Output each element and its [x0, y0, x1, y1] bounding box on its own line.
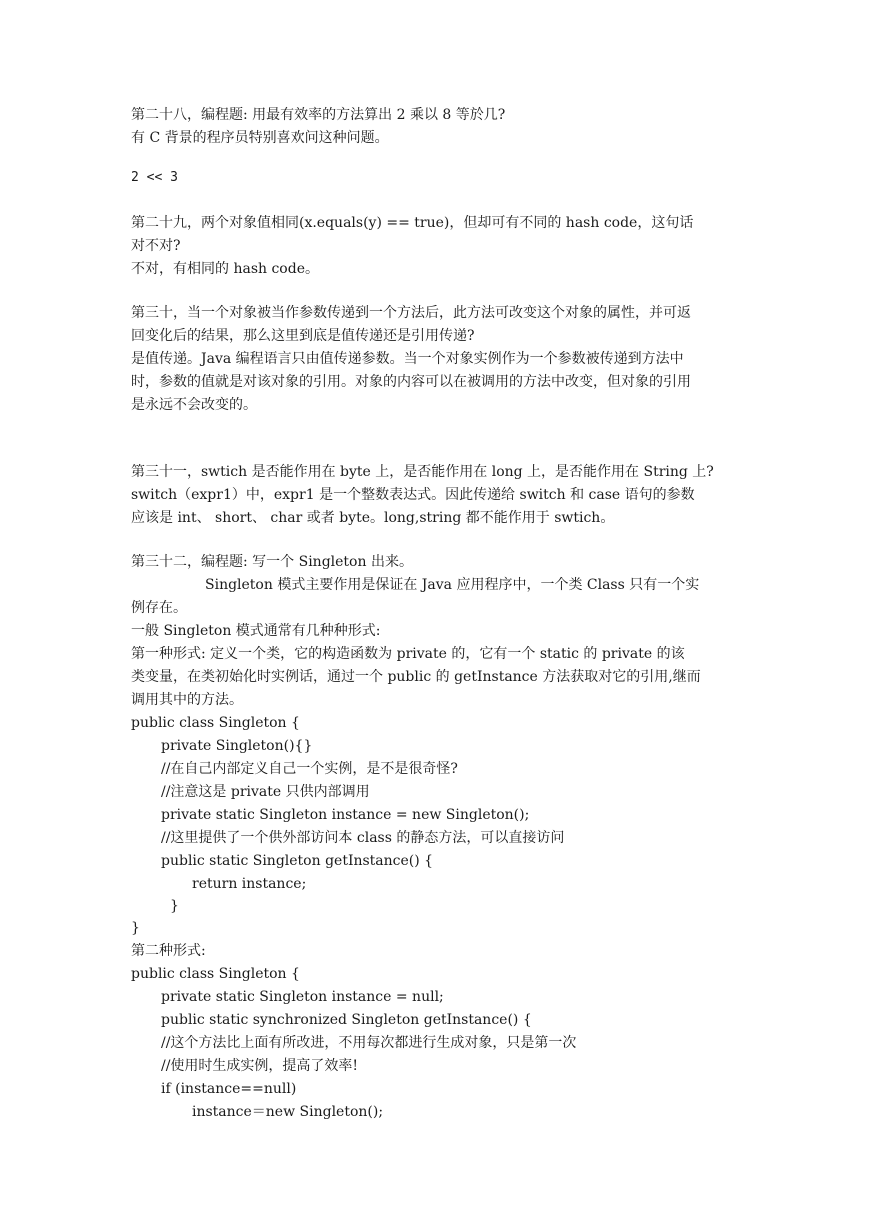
q28-title: 第二十八，编程题: 用最有效率的方法算出 2 乘以 8 等於几? [131, 107, 506, 123]
q32-title: 第三十二，编程题: 写一个 Singleton 出来。 [131, 554, 413, 570]
code1-line: public static Singleton getInstance() { [161, 853, 434, 869]
code1-line: //这里提供了一个供外部访问本 class 的静态方法，可以直接访问 [161, 830, 565, 846]
q30-title-line1: 第三十，当一个对象被当作参数传递到一个方法后，此方法可改变这个对象的属性，并可返 [131, 305, 691, 321]
code2-line: public static synchronized Singleton getInstance() { [161, 1012, 532, 1028]
code2-line: //这个方法比上面有所改进，不用每次都进行生成对象，只是第一次 [161, 1035, 577, 1051]
code2-line: private static Singleton instance = null; [161, 989, 444, 1005]
q28-note: 有 C 背景的程序员特别喜欢问这种问题。 [131, 130, 389, 146]
code1-line: public class Singleton { [131, 715, 300, 731]
code2-line: //使用时生成实例，提高了效率! [161, 1058, 359, 1074]
q32-form1-line1: 第一种形式: 定义一个类，它的构造函数为 private 的，它有一个 static 的 private 的该 [131, 646, 685, 662]
q31-title: 第三十一，swtich 是否能作用在 byte 上，是否能作用在 long 上，是否能作用在 String 上? [131, 464, 714, 480]
code1-line: private static Singleton instance = new Singleton(); [161, 807, 530, 823]
q32-forms-note: 一般 Singleton 模式通常有几种种形式: [131, 623, 381, 639]
q31-answer-line2: 应该是 int、 short、 char 或者 byte。long,string 都不能作用于 swtich。 [131, 510, 615, 526]
q29-answer: 不对，有相同的 hash code。 [131, 261, 319, 277]
q30-answer-line3: 是永远不会改变的。 [131, 397, 257, 413]
code1-line: private Singleton(){} [161, 738, 313, 754]
code2-line: instance＝new Singleton(); [192, 1104, 384, 1120]
q30-title-line2: 回变化后的结果，那么这里到底是值传递还是引用传递? [131, 328, 475, 344]
code2-line: if (instance==null) [161, 1081, 297, 1097]
q32-form2-title: 第二种形式: [131, 943, 206, 959]
q32-form1-line3: 调用其中的方法。 [131, 692, 243, 708]
q30-answer-line2: 时，参数的值就是对该对象的引用。对象的内容可以在被调用的方法中改变，但对象的引用 [131, 374, 691, 390]
code1-line: //在自己内部定义自己一个实例，是不是很奇怪? [161, 761, 458, 777]
q31-answer-line1: switch（expr1）中，expr1 是一个整数表达式。因此传递给 switch 和 case 语句的参数 [131, 487, 695, 503]
code1-line: return instance; [192, 876, 307, 892]
code1-line: //注意这是 private 只供内部调用 [161, 784, 370, 800]
q30-answer-line1: 是值传递。Java 编程语言只由值传递参数。当一个对象实例作为一个参数被传递到方法中 [131, 351, 684, 367]
q28-answer: 2 << 3 [131, 170, 178, 185]
code1-line: } [131, 920, 140, 936]
q32-intro-line2: 例存在。 [131, 600, 187, 616]
code2-line: public class Singleton { [131, 966, 300, 982]
code1-line: } [170, 898, 179, 914]
q32-intro-line1: Singleton 模式主要作用是保证在 Java 应用程序中，一个类 Class 只有一个实 [205, 577, 700, 593]
q29-title-line2: 对不对? [131, 238, 181, 254]
q29-title-line1: 第二十九，两个对象值相同(x.equals(y) == true)，但却可有不同的 hash code，这句话 [131, 215, 694, 231]
q32-form1-line2: 类变量，在类初始化时实例话，通过一个 public 的 getInstance 方法获取对它的引用,继而 [131, 669, 701, 685]
